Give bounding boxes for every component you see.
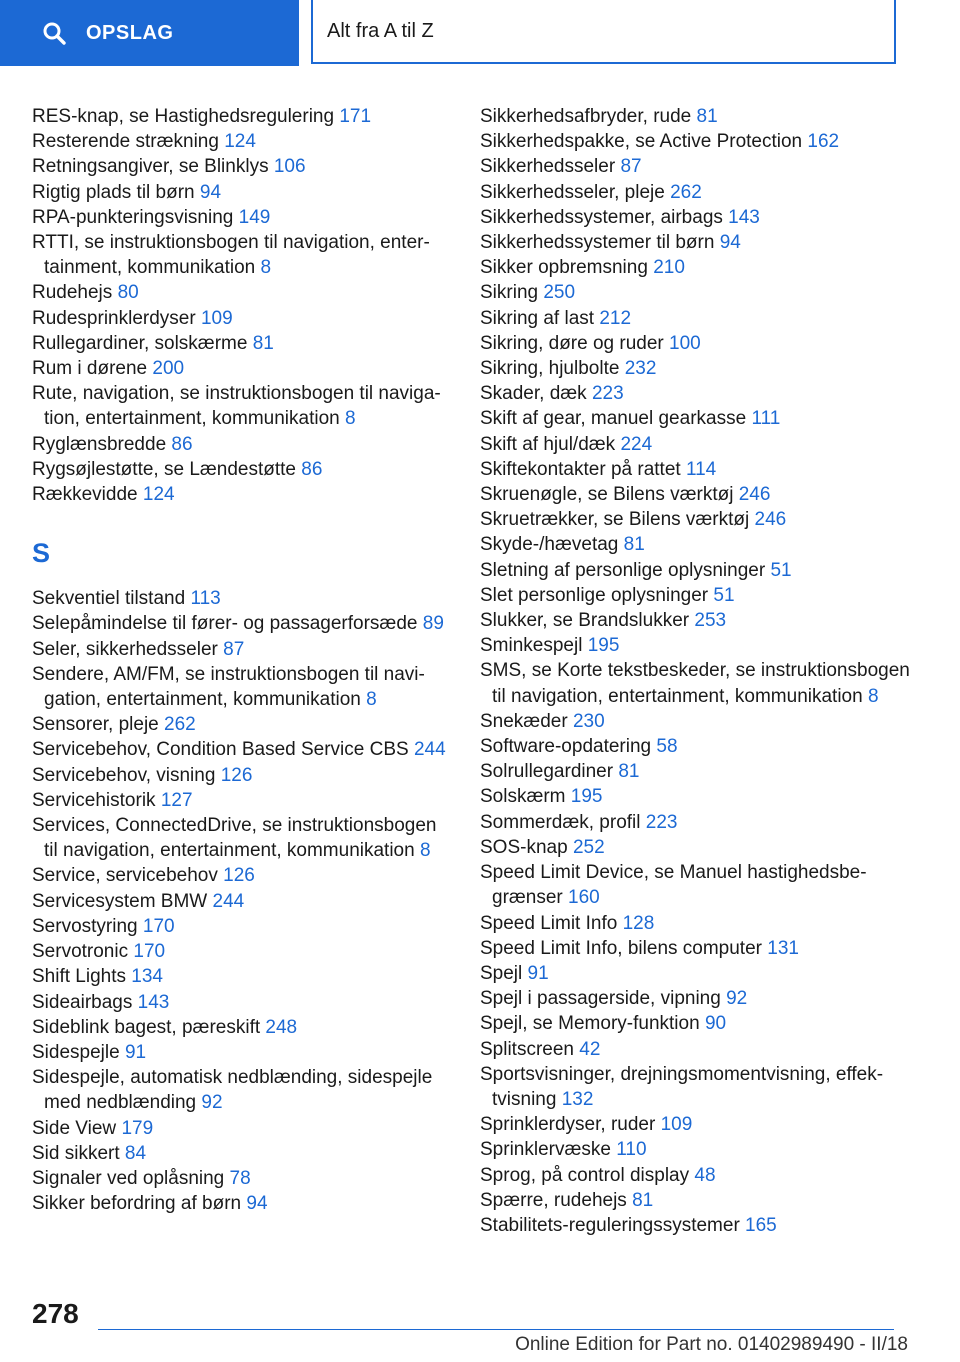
index-entry-text: Slukker, se Brandslukker [480, 610, 690, 632]
index-entry-text: Sikkerhedsseler [480, 156, 616, 178]
index-tab[interactable] [311, 0, 896, 64]
index-entry-text: Sikring, hjulbolte [480, 358, 620, 380]
index-entry [480, 255, 920, 280]
index-entry-text: Sikring af last [480, 307, 595, 329]
index-entry-text: SMS, se Korte tekstbeskeder, se instruktionsbogen til navigation, entertainment, kommunikation [480, 660, 910, 707]
index-page-link[interactable]: 179 [121, 1117, 154, 1139]
index-page-link[interactable]: 170 [142, 915, 175, 937]
index-page-link[interactable]: 87 [223, 638, 245, 660]
index-page-link[interactable]: 252 [572, 836, 605, 858]
index-page-link[interactable]: 224 [620, 433, 653, 455]
index-entry [480, 280, 920, 305]
index-entry [480, 180, 920, 205]
index-entry [32, 990, 452, 1015]
index-entry [480, 583, 920, 608]
index-entry-text: Rygsøjlestøtte, se Lændestøtte [32, 458, 296, 480]
index-page-link[interactable]: 262 [164, 714, 196, 736]
index-entry [480, 936, 920, 961]
index-entry [32, 205, 452, 230]
index-entry [480, 532, 920, 557]
index-page-link[interactable]: 92 [201, 1092, 223, 1114]
index-entry-text: Rudesprinklerdyser [32, 307, 196, 329]
page-number: 278 [32, 1298, 79, 1329]
index-entry [480, 658, 920, 708]
index-entry-text: Sprinklerdyser, ruder [480, 1114, 656, 1136]
index-entry [32, 712, 452, 737]
index-page-link[interactable]: 109 [660, 1114, 693, 1136]
index-entry [32, 331, 452, 356]
index-page-link[interactable]: 81 [618, 761, 640, 783]
index-entry-text: SOS-knap [480, 836, 568, 858]
index-page-link[interactable]: 106 [273, 156, 306, 178]
index-entry-text: Stabilitets-reguleringssystemer [480, 1214, 740, 1236]
index-entry-text: Service, servicebehov [32, 865, 218, 887]
index-entry-text: Sprog, på control display [480, 1164, 690, 1186]
search-tab-label: OPSLAG [86, 21, 174, 44]
index-entry-text: Sideairbags [32, 991, 133, 1013]
index-entry [32, 1015, 452, 1040]
index-page-link[interactable]: 90 [704, 1013, 727, 1035]
index-page-link[interactable]: 127 [160, 789, 193, 811]
index-entry-text: Signaler ved oplåsning [32, 1167, 225, 1189]
index-entry [480, 406, 920, 431]
index-entry [32, 381, 452, 431]
index-entry-text: Sportsvisninger, drejningsmomentvisning, effektvisning [480, 1063, 884, 1110]
index-entry [32, 482, 452, 507]
index-entry [480, 1062, 920, 1112]
index-entry [32, 1116, 452, 1141]
index-page-link[interactable]: 8 [867, 685, 879, 707]
index-entry-text: Snekæder [480, 710, 568, 732]
index-page-link[interactable]: 94 [246, 1193, 268, 1215]
index-entry-text: Side View [32, 1117, 117, 1139]
index-entry [480, 129, 920, 154]
index-entry [480, 986, 920, 1011]
index-entry [480, 784, 920, 809]
index-page-link[interactable]: 223 [645, 811, 678, 833]
index-entry [480, 205, 920, 230]
index-entry [480, 709, 920, 734]
index-entry [32, 611, 452, 636]
index-page-link[interactable]: 232 [624, 358, 657, 380]
index-entry [32, 737, 452, 762]
index-page-link[interactable]: 143 [137, 991, 170, 1013]
footer-edition: Online Edition for Part no. 01402989490 - II/18 [515, 1334, 908, 1355]
index-entry [480, 356, 920, 381]
index-page-link[interactable]: 124 [224, 131, 256, 153]
index-entry-text: Sminkespejl [480, 635, 583, 657]
index-page-link[interactable]: 246 [738, 484, 771, 506]
index-page-link[interactable]: 212 [599, 307, 632, 329]
index-entry-text: Sidespejle [32, 1041, 120, 1063]
index-page-link[interactable]: 86 [171, 433, 193, 455]
index-entry-text: Rum i dørene [32, 358, 148, 380]
index-page-link[interactable]: 51 [770, 559, 792, 581]
index-entry [480, 1011, 920, 1036]
index-entry [480, 911, 920, 936]
index-entry-text: Servotronic [32, 941, 129, 963]
index-entry-text: Sikker befordring af børn [32, 1193, 242, 1215]
index-page-link[interactable]: 171 [339, 106, 372, 127]
index-entry-text: Speed Limit Info, bilens computer [480, 937, 762, 959]
index-entry [480, 154, 920, 179]
index-entry [32, 457, 452, 482]
index-entry-text: Skruenøgle, se Bilens værktøj [480, 484, 734, 506]
index-entry-text: Skiftekontakter på rattet [480, 458, 681, 480]
index-entry-text: Sekventiel tilstand [32, 588, 186, 610]
index-entry [480, 507, 920, 532]
index-entry-text: Rudehejs [32, 282, 113, 304]
index-entry-text: Skader, dæk [480, 383, 587, 405]
index-page-link[interactable]: 244 [413, 739, 446, 761]
index-entry [32, 662, 452, 712]
index-entry-text: Rigtig plads til børn [32, 181, 195, 203]
index-entry-text: Spejl, se Memory-funktion [480, 1013, 700, 1035]
index-entry-text: Sid sikkert [32, 1142, 120, 1164]
index-entry [32, 432, 452, 457]
index-entry [480, 457, 920, 482]
index-entry [32, 180, 452, 205]
index-entry [32, 306, 452, 331]
index-entry [32, 129, 452, 154]
index-entry [480, 104, 920, 129]
index-entry-text: Speed Limit Device, se Manuel hastighedsbegrænser [480, 862, 867, 909]
index-page-link[interactable]: 51 [713, 584, 735, 606]
index-page-link[interactable]: 42 [579, 1038, 601, 1060]
index-entry-text: Sikring, døre og ruder [480, 332, 664, 354]
index-entry-text: Servicebehov, visning [32, 764, 216, 786]
index-entry [32, 154, 452, 179]
index-entry [480, 608, 920, 633]
index-entry-text: Sendere, AM/FM, se instruktionsbogen til navigation, entertainment, kommunikation [32, 663, 425, 711]
index-entry-text: Spejl i passagerside, vipning [480, 988, 721, 1010]
index-page-link[interactable]: 94 [719, 232, 741, 254]
index-entry-text: Seler, sikkerhedsseler [32, 638, 218, 660]
index-entry-text: Retningsangiver, se Blinklys [32, 156, 269, 178]
index-entry [32, 230, 452, 280]
index-page-link[interactable]: 124 [142, 484, 175, 506]
index-entry [32, 586, 452, 611]
footer-divider [98, 1329, 894, 1330]
index-entry-text: Speed Limit Info [480, 912, 618, 934]
index-entry [480, 810, 920, 835]
index-entry [32, 280, 452, 305]
index-page-link[interactable]: 100 [669, 332, 701, 354]
index-page-link[interactable]: 170 [133, 941, 166, 963]
index-entry-text: Sikkerhedsseler, pleje [480, 181, 665, 203]
index-entry [32, 1191, 452, 1216]
index-entry [480, 230, 920, 255]
index-page-link[interactable]: 84 [124, 1142, 147, 1164]
index-entry [32, 863, 452, 888]
index-entry-text: Sikkerhedspakke, se Active Protection [480, 131, 803, 153]
index-page-link[interactable]: 262 [670, 181, 702, 203]
index-entry [32, 939, 452, 964]
index-page-link[interactable]: 195 [587, 635, 620, 657]
index-entry-text: Spejl [480, 962, 523, 984]
index-page-link[interactable]: 81 [632, 1189, 654, 1211]
index-page-link[interactable]: 58 [656, 736, 678, 758]
index-entry [480, 1188, 920, 1213]
index-entry [480, 633, 920, 658]
index-page-link[interactable]: 81 [696, 106, 718, 127]
index-page-link[interactable]: 131 [767, 937, 799, 959]
index-entry [480, 961, 920, 986]
index-page-link[interactable]: 110 [616, 1139, 647, 1161]
index-entry [480, 1112, 920, 1137]
index-page-link[interactable]: 250 [543, 282, 576, 304]
index-page-link[interactable]: 134 [131, 966, 163, 988]
index-page-link[interactable]: 200 [152, 358, 185, 380]
index-entry [32, 1141, 452, 1166]
index-entry [480, 432, 920, 457]
index-page-link[interactable]: 149 [238, 206, 271, 228]
index-page-link[interactable]: 91 [527, 962, 549, 984]
index-page-link[interactable]: 230 [572, 710, 605, 732]
index-page-link[interactable]: 89 [422, 613, 444, 635]
index-entry-text: Spærre, rudehejs [480, 1189, 627, 1211]
search-icon [42, 21, 66, 45]
index-entry-text: Sletning af personlige oplysninger [480, 559, 766, 581]
index-entry [32, 637, 452, 662]
index-entry [32, 1065, 452, 1115]
index-entry-text: Servicehistorik [32, 789, 156, 811]
index-entry-text: Servicebehov, Condition Based Service CBS [32, 739, 409, 761]
index-page-link[interactable]: 223 [591, 383, 624, 405]
index-page-link[interactable]: 126 [223, 865, 255, 887]
index-page-link[interactable]: 113 [190, 588, 221, 610]
index-page-link[interactable]: 81 [252, 332, 274, 354]
index-entry-text: Sikkerhedssystemer til børn [480, 232, 715, 254]
index-column-right [480, 104, 920, 1238]
index-entry [480, 1037, 920, 1062]
index-page-link[interactable]: 8 [260, 257, 272, 279]
index-page-link[interactable]: 165 [745, 1214, 777, 1236]
index-entry-text: Services, ConnectedDrive, se instruktionsbogen til navigation, entertainment, kommunikation [32, 815, 437, 862]
index-entry-text: Sensorer, pleje [32, 714, 159, 736]
index-entry [480, 1137, 920, 1162]
index-page-link[interactable]: 48 [694, 1164, 716, 1186]
index-page-link[interactable]: 91 [124, 1041, 147, 1063]
index-page-link[interactable]: 114 [685, 458, 717, 480]
index-entry-text: Sprinklervæske [480, 1139, 611, 1161]
index-entry-text: Servostyring [32, 915, 138, 937]
index-entry [32, 1166, 452, 1191]
index-entry [480, 734, 920, 759]
index-page-link[interactable]: 195 [570, 786, 603, 808]
index-page-link[interactable]: 109 [200, 307, 233, 329]
index-entry [480, 1213, 920, 1238]
index-entry [480, 835, 920, 860]
index-entry [480, 1163, 920, 1188]
index-entry-text: Software-opdatering [480, 736, 652, 758]
index-page-link[interactable]: 111 [751, 408, 781, 430]
index-page-link[interactable]: 92 [726, 988, 748, 1010]
index-entry-text: Solskærm [480, 786, 566, 808]
index-entry-text: Servicesystem BMW [32, 890, 208, 912]
index-page-link[interactable]: 246 [754, 509, 787, 531]
index-entry-text: Splitscreen [480, 1038, 574, 1060]
index-entry [480, 331, 920, 356]
index-page-link[interactable]: 8 [366, 689, 377, 711]
index-letter-heading: S [32, 538, 51, 569]
index-page-link[interactable]: 248 [265, 1016, 298, 1038]
index-entry-text: Sikker opbremsning [480, 257, 648, 279]
index-entry-text: Rute, navigation, se instruktionsbogen til navigation, entertainment, kommunikation [32, 383, 441, 430]
index-entry-text: RPA-punkteringsvisning [32, 206, 234, 228]
index-entry-text: Skyde-/hævetag [480, 534, 619, 556]
index-page-link[interactable]: 162 [807, 131, 840, 153]
index-page-link[interactable]: 94 [199, 181, 222, 203]
index-entry [32, 964, 452, 989]
index-entry-text: Rullegardiner, solskærme [32, 332, 248, 354]
index-entry [480, 558, 920, 583]
index-page-link[interactable]: 126 [220, 764, 253, 786]
index-page-link[interactable]: 78 [229, 1167, 251, 1189]
index-entry [480, 482, 920, 507]
index-entry [32, 104, 452, 129]
index-tab-label: Alt fra A til Z [327, 19, 434, 42]
index-page-link[interactable]: 143 [728, 206, 760, 228]
header [0, 0, 960, 66]
index-column-left [32, 104, 452, 1216]
index-page-link[interactable]: 81 [623, 534, 645, 556]
index-page-link[interactable]: 244 [212, 890, 245, 912]
index-entry-text: Sommerdæk, profil [480, 811, 641, 833]
index-entry [32, 813, 452, 863]
index-entry-text: RES-knap, se Hastighedsregulering [32, 106, 335, 127]
index-entry-text: Slet personlige oplysninger [480, 584, 709, 606]
index-entry-text: Skift af gear, manuel gearkasse [480, 408, 747, 430]
index-page-link[interactable]: 128 [622, 912, 655, 934]
index-entry-text: Skift af hjul/dæk [480, 433, 616, 455]
index-entry [32, 914, 452, 939]
index-entry-text: Sidespejle, automatisk nedblænding, sidespejle med nedblænding [32, 1067, 433, 1114]
index-entry [32, 788, 452, 813]
index-entry-text: Sikring [480, 282, 539, 304]
index-page-link[interactable]: 8 [419, 840, 431, 862]
index-entry-text: Rækkevidde [32, 484, 138, 506]
index-entry-text: Ryglænsbredde [32, 433, 167, 455]
index-entry [480, 860, 920, 910]
index-entry [480, 759, 920, 784]
index-page-link[interactable]: 87 [620, 156, 642, 178]
index-entry-text: Solrullegardiner [480, 761, 614, 783]
index-entry [32, 889, 452, 914]
index-entry-text: RTTI, se instruktionsbogen til navigation, entertainment, kommunikation [32, 232, 430, 279]
index-entry [32, 356, 452, 381]
index-page-link[interactable]: 80 [117, 282, 139, 304]
index-entry-text: Resterende strækning [32, 131, 219, 153]
index-entry-text: Sikkerhedsafbryder, rude [480, 106, 692, 127]
index-page-link[interactable]: 8 [345, 408, 356, 430]
index-entry-text: Sikkerhedssystemer, airbags [480, 206, 723, 228]
index-entry-text: Skruetrækker, se Bilens værktøj [480, 509, 750, 531]
index-entry [480, 306, 920, 331]
search-tab[interactable] [0, 0, 299, 66]
index-entry-text: Sideblink bagest, pæreskift [32, 1016, 261, 1038]
index-entry [32, 763, 452, 788]
index-entry-text: Shift Lights [32, 966, 126, 988]
index-page-link[interactable]: 160 [568, 887, 600, 909]
index-page-link[interactable]: 253 [694, 610, 727, 632]
index-entry-text: Selepåmindelse til fører- og passagerforsæde [32, 613, 418, 635]
index-page-link[interactable]: 210 [653, 257, 685, 279]
index-page-link[interactable]: 86 [301, 458, 323, 480]
index-entry [32, 1040, 452, 1065]
index-page-link[interactable]: 132 [561, 1088, 594, 1110]
index-entry [480, 381, 920, 406]
